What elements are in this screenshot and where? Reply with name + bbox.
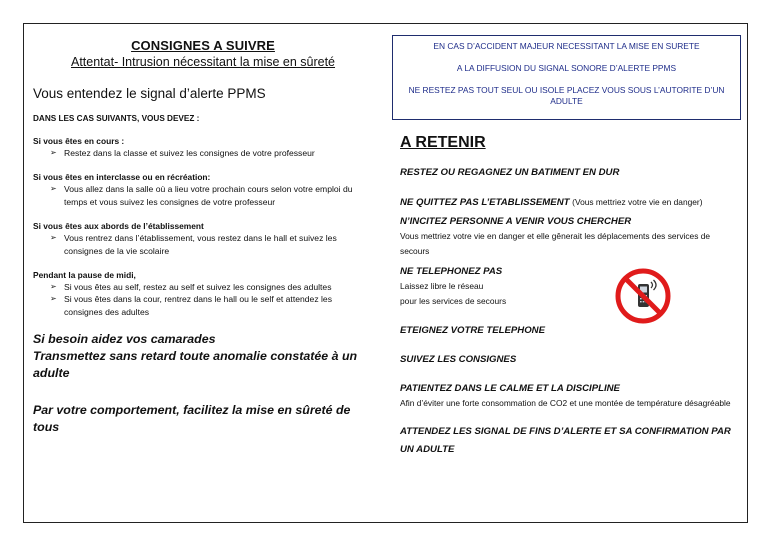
no-phone-icon — [615, 268, 671, 324]
rule-do-not-phone — [400, 265, 736, 309]
page-title: CONSIGNES A SUIVRE — [131, 38, 275, 53]
section-heading: Si vous êtes en interclasse ou en récréation: — [33, 172, 211, 183]
arrowhead-bullet-icon: ➢ — [50, 294, 57, 304]
rule-note-2: pour les services de secours — [400, 296, 507, 306]
rule-do-not-call-anyone — [400, 215, 736, 259]
alert-line-3: NE RESTEZ PAS TOUT SEUL OU ISOLE PLACEZ VOUS SOUS L’AUTORITE D’UN ADULTE — [408, 85, 725, 106]
alert-box — [392, 35, 741, 120]
rule-follow-instructions: SUIVEZ LES CONSIGNES — [400, 354, 517, 365]
retenir-heading: A RETENIR — [400, 134, 486, 151]
help-line-2: Transmettez sans retard toute anomalie constatée à un adulte — [33, 349, 358, 381]
rule-stay-in-building: RESTEZ OU REGAGNEZ UN BATIMENT EN DUR — [400, 167, 620, 178]
arrowhead-bullet-icon: ➢ — [50, 148, 57, 157]
rule-text: NE QUITTEZ PAS L’ETABLISSEMENT — [400, 197, 570, 208]
rule-note-1: Laissez libre le réseau — [400, 281, 484, 291]
instructions-header: DANS LES CAS SUIVANTS, VOUS DEVEZ : — [33, 114, 200, 123]
alert-line-1: EN CAS D’ACCIDENT MAJEUR NECESSITANT LA MISE EN SURETE — [433, 41, 700, 51]
rule-do-not-leave — [400, 195, 736, 210]
rule-text: N’INCITEZ PERSONNE A VENIR VOUS CHERCHER — [400, 216, 632, 227]
list-item: ➢ Vous rentrez dans l’établissement, vous restez dans le hall et suivez les consignes de la vie scolaire — [50, 233, 337, 256]
arrowhead-bullet-icon: ➢ — [50, 282, 57, 292]
section-heading: Si vous êtes aux abords de l’établissement — [33, 221, 204, 232]
alert-lead: Vous entendez le signal d’alerte PPMS — [33, 86, 266, 101]
left-column — [33, 38, 373, 436]
rule-text: PATIENTEZ DANS LE CALME ET LA DISCIPLINE — [400, 383, 620, 394]
alert-line-2: A LA DIFFUSION DU SIGNAL SONORE D’ALERTE PPMS — [456, 63, 677, 73]
list-item: ➢ Si vous êtes au self, restez au self et suivez les consignes des adultes — [50, 282, 332, 293]
rule-note: Afin d’éviter une forte consommation de CO2 et une montée de température désagréable — [400, 398, 731, 408]
section-break — [33, 172, 373, 208]
rule-stay-calm — [400, 382, 736, 411]
list-item: ➢ Vous allez dans la salle où a lieu votre prochain cours selon votre emploi du temps et vous suivez les consignes de votre professeur — [50, 184, 353, 207]
rule-text: NE TELEPHONEZ PAS — [400, 266, 503, 277]
section-in-class — [33, 136, 373, 159]
closing-statement: Par votre comportement, facilitez la mise en sûreté de tous — [33, 403, 351, 435]
arrowhead-bullet-icon: ➢ — [50, 184, 57, 194]
help-line-1: Si besoin aidez vos camarades — [33, 332, 216, 347]
list-item: ➢ Si vous êtes dans la cour, rentrez dans le hall ou le self et attendez les consignes des adultes — [50, 294, 332, 317]
section-lunch — [33, 270, 373, 318]
section-heading: Si vous êtes en cours : — [33, 136, 125, 146]
rule-note: Vous mettriez votre vie en danger et elle gênerait les déplacements des services de secours — [400, 231, 711, 256]
arrowhead-bullet-icon: ➢ — [50, 233, 57, 243]
right-column — [400, 134, 736, 459]
section-surroundings — [33, 221, 373, 257]
rule-note: (Vous mettriez votre vie en danger) — [572, 197, 703, 207]
page-subtitle: Attentat- Intrusion nécessitant la mise en sûreté — [70, 55, 336, 69]
rule-wait-end-signal: ATTENDEZ LES SIGNAL DE FINS D’ALERTE ET SA CONFIRMATION PAR UN ADULTE — [400, 426, 731, 455]
help-block — [33, 331, 373, 382]
section-heading: Pendant la pause de midi, — [33, 270, 136, 281]
rule-turn-off-phone: ETEIGNEZ VOTRE TELEPHONE — [400, 325, 545, 336]
list-item: ➢ Restez dans la classe et suivez les consignes de votre professeur — [50, 148, 315, 158]
